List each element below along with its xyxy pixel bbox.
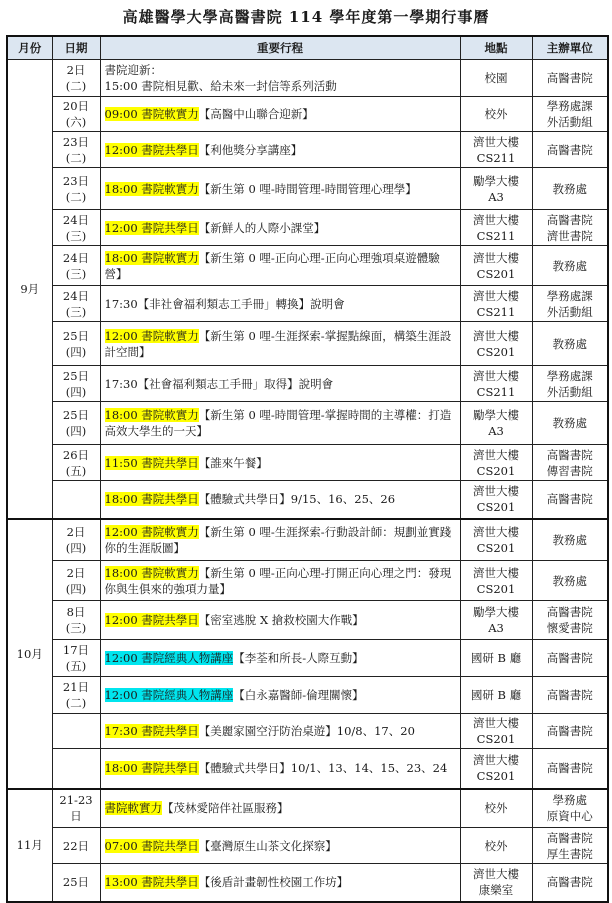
date-cell bbox=[52, 749, 100, 789]
date-day: 24日 bbox=[62, 250, 90, 265]
location-cell: 濟世大樓 CS201 bbox=[460, 445, 532, 481]
event-text bbox=[105, 565, 456, 597]
location-cell: 濟世大樓 CS201 bbox=[460, 322, 532, 366]
event-category-tag: 09:00 書院軟實力 bbox=[104, 107, 199, 121]
event-description: 【密室逃脫 X 搶救校園大作戰】 bbox=[198, 613, 364, 627]
location-cell: 濟世大樓 CS201 bbox=[460, 246, 532, 286]
table-row bbox=[7, 246, 608, 286]
date-cell bbox=[52, 640, 100, 677]
date-day: 24日 bbox=[62, 212, 90, 227]
date-cell bbox=[52, 828, 100, 864]
event-text bbox=[105, 524, 456, 556]
event-description: 【李荃和所長-人際互動】 bbox=[233, 651, 364, 665]
date-cell bbox=[52, 519, 100, 561]
event-description: 【美麗家園空汙防治桌遊】10/8、17、20 bbox=[198, 724, 415, 738]
organizer-cell: 教務處 bbox=[532, 246, 608, 286]
date-weekday: (五) bbox=[65, 659, 87, 673]
table-row bbox=[7, 445, 608, 481]
location-cell: 濟世大樓 CS201 bbox=[460, 481, 532, 519]
event-category-tag: 12:00 書院共學日 bbox=[104, 142, 199, 157]
organizer-cell: 教務處 bbox=[532, 168, 608, 210]
location-cell: 濟世大樓 CS201 bbox=[460, 519, 532, 561]
location-cell: 勵學大樓 A3 bbox=[460, 601, 532, 640]
event-text bbox=[105, 296, 456, 312]
event-description: 【誰來午餐】 bbox=[198, 455, 268, 470]
table-row bbox=[7, 322, 608, 366]
event-description: 【新生第 0 哩-正向心理-打開正向心理之門：發現你與生俱來的強項力量】 bbox=[104, 565, 452, 596]
event-text bbox=[105, 376, 456, 392]
organizer-cell: 高醫書院 傳習書院 bbox=[532, 445, 608, 481]
table-row bbox=[7, 132, 608, 168]
table-row bbox=[7, 749, 608, 789]
table-row bbox=[7, 286, 608, 322]
event-description: 【新生第 0 哩-正向心理-正向心理強項桌遊體驗營】 bbox=[104, 250, 440, 281]
date-day: 8日 bbox=[66, 605, 86, 619]
date-cell bbox=[52, 445, 100, 481]
organizer-cell: 學務處課 外活動組 bbox=[532, 97, 608, 132]
event-category-tag: 18:00 書院共學日 bbox=[104, 761, 199, 776]
date-weekday: (二) bbox=[65, 150, 87, 165]
event-description: 【體驗式共學日】9/15、16、25、26 bbox=[198, 492, 396, 507]
event-category-tag: 11:50 書院共學日 bbox=[104, 455, 199, 470]
location-cell: 濟世大樓 CS201 bbox=[460, 714, 532, 749]
event-cell bbox=[100, 210, 460, 246]
date-weekday: (二) bbox=[65, 696, 87, 710]
event-description: 17:30【非社會福利類志工手冊」轉換】說明會 bbox=[104, 296, 345, 311]
event-description: 【臺灣原生山茶文化探察】 bbox=[198, 838, 337, 853]
event-text bbox=[105, 800, 456, 816]
header-date: 日期 bbox=[52, 36, 100, 60]
date-weekday: (四) bbox=[65, 384, 87, 399]
event-description: 【體驗式共學日】10/1、13、14、15、23、24 bbox=[198, 761, 448, 776]
event-text bbox=[105, 106, 456, 122]
event-cell bbox=[100, 366, 460, 402]
event-description: 【高醫中山聯合迎新】 bbox=[198, 107, 314, 121]
calendar-body bbox=[7, 60, 608, 902]
date-day: 23日 bbox=[62, 173, 90, 188]
date-weekday: (三) bbox=[65, 266, 87, 281]
event-text bbox=[105, 78, 456, 94]
table-row bbox=[7, 714, 608, 749]
date-cell bbox=[52, 561, 100, 601]
location-cell: 勵學大樓 A3 bbox=[460, 402, 532, 445]
event-cell bbox=[100, 640, 460, 677]
event-cell bbox=[100, 132, 460, 168]
date-weekday: (四) bbox=[65, 344, 87, 359]
table-row bbox=[7, 601, 608, 640]
event-cell bbox=[100, 601, 460, 640]
event-text bbox=[105, 142, 456, 158]
event-cell bbox=[100, 749, 460, 789]
location-cell: 國研 B 廳 bbox=[460, 677, 532, 714]
page-title: 高雄醫學大學高醫書院 114 學年度第一學期行事曆 bbox=[122, 8, 490, 26]
date-weekday: (二) bbox=[65, 189, 87, 204]
month-cell: 9月 bbox=[7, 60, 52, 519]
date-cell bbox=[52, 864, 100, 902]
date-cell bbox=[52, 714, 100, 749]
date-day: 22日 bbox=[62, 838, 90, 853]
event-text bbox=[105, 723, 456, 739]
table-row bbox=[7, 210, 608, 246]
date-cell bbox=[52, 322, 100, 366]
event-category-tag: 12:00 書院經典人物講座 bbox=[104, 651, 234, 665]
event-description: 15:00 書院相見歡、給未來一封信等系列活動 bbox=[104, 79, 337, 93]
event-text bbox=[105, 220, 456, 236]
event-cell bbox=[100, 322, 460, 366]
table-row bbox=[7, 640, 608, 677]
date-day: 25日 bbox=[62, 408, 90, 422]
date-day: 26日 bbox=[62, 447, 90, 462]
location-cell: 濟世大樓 CS201 bbox=[460, 561, 532, 601]
table-header-row bbox=[7, 36, 608, 60]
date-cell bbox=[52, 677, 100, 714]
header-organizer: 主辦單位 bbox=[532, 36, 608, 60]
event-cell bbox=[100, 561, 460, 601]
event-category-tag: 18:00 書院軟實力 bbox=[104, 565, 199, 580]
organizer-cell: 學務處課 外活動組 bbox=[532, 366, 608, 402]
organizer-cell: 高醫書院 懷愛書院 bbox=[532, 601, 608, 640]
table-row bbox=[7, 402, 608, 445]
event-category-tag: 12:00 書院經典人物講座 bbox=[104, 688, 234, 702]
organizer-cell: 學務處 原資中心 bbox=[532, 789, 608, 828]
event-text bbox=[105, 612, 456, 628]
event-text bbox=[105, 407, 456, 439]
event-text bbox=[105, 687, 456, 703]
date-cell bbox=[52, 366, 100, 402]
location-cell: 國研 B 廳 bbox=[460, 640, 532, 677]
date-weekday: (三) bbox=[65, 228, 87, 243]
event-cell bbox=[100, 60, 460, 97]
event-category-tag: 18:00 書院軟實力 bbox=[104, 181, 199, 196]
event-description: 【新生第 0 哩-生涯探索-掌握點線面，構築生涯設計空間】 bbox=[104, 328, 452, 359]
organizer-cell: 高醫書院 bbox=[532, 714, 608, 749]
location-cell: 勵學大樓 A3 bbox=[460, 168, 532, 210]
date-cell bbox=[52, 132, 100, 168]
organizer-cell: 學務處課 外活動組 bbox=[532, 286, 608, 322]
event-cell bbox=[100, 246, 460, 286]
header-location: 地點 bbox=[460, 36, 532, 60]
date-weekday: (三) bbox=[65, 621, 87, 635]
date-day: 21日 bbox=[62, 680, 90, 694]
date-cell bbox=[52, 246, 100, 286]
date-cell bbox=[52, 97, 100, 132]
date-weekday: (三) bbox=[65, 304, 87, 319]
table-row bbox=[7, 97, 608, 132]
location-cell: 校外 bbox=[460, 828, 532, 864]
event-cell bbox=[100, 789, 460, 828]
event-category-tag: 12:00 書院軟實力 bbox=[104, 328, 199, 343]
organizer-cell: 教務處 bbox=[532, 322, 608, 366]
table-row bbox=[7, 561, 608, 601]
table-row bbox=[7, 828, 608, 864]
table-row bbox=[7, 677, 608, 714]
event-cell bbox=[100, 286, 460, 322]
event-category-tag: 17:30 書院共學日 bbox=[104, 724, 199, 738]
event-text bbox=[105, 328, 456, 360]
event-category-tag: 13:00 書院共學日 bbox=[104, 875, 199, 890]
event-cell bbox=[100, 97, 460, 132]
event-description: 17:30【社會福利類志工手冊」取得】說明會 bbox=[104, 376, 334, 391]
date-weekday: (二) bbox=[65, 79, 87, 93]
event-text bbox=[105, 181, 456, 197]
date-cell bbox=[52, 601, 100, 640]
event-category-tag: 12:00 書院軟實力 bbox=[104, 524, 199, 539]
date-day: 20日 bbox=[62, 99, 90, 113]
event-category-tag: 12:00 書院共學日 bbox=[104, 613, 199, 627]
event-text bbox=[105, 874, 456, 890]
organizer-cell: 高醫書院 濟世書院 bbox=[532, 210, 608, 246]
event-text bbox=[105, 250, 456, 282]
event-cell bbox=[100, 828, 460, 864]
event-description: 【新生第 0 哩-時間管理-時間管理心理學】 bbox=[198, 181, 417, 196]
date-cell bbox=[52, 60, 100, 97]
location-cell: 濟世大樓 CS211 bbox=[460, 210, 532, 246]
table-row bbox=[7, 168, 608, 210]
table-row bbox=[7, 366, 608, 402]
event-category-tag: 07:00 書院共學日 bbox=[104, 838, 199, 853]
location-cell: 濟世大樓 CS211 bbox=[460, 366, 532, 402]
date-weekday: 日 bbox=[70, 809, 82, 824]
calendar-table bbox=[6, 35, 609, 903]
date-weekday: (四) bbox=[65, 540, 87, 555]
date-day: 2日 bbox=[66, 524, 86, 539]
event-text bbox=[105, 650, 456, 666]
date-day: 25日 bbox=[62, 368, 90, 383]
event-description: 【新生第 0 哩-時間管理-掌握時間的主導權：打造高效大學生的一天】 bbox=[104, 408, 452, 438]
header-event: 重要行程 bbox=[100, 36, 460, 60]
event-text bbox=[105, 491, 456, 507]
date-cell bbox=[52, 402, 100, 445]
date-cell bbox=[52, 210, 100, 246]
date-weekday: (四) bbox=[65, 424, 87, 438]
table-row bbox=[7, 60, 608, 97]
organizer-cell: 高醫書院 bbox=[532, 640, 608, 677]
month-cell: 11月 bbox=[7, 789, 52, 902]
event-category-tag: 18:00 書院共學日 bbox=[104, 492, 199, 507]
date-day: 2日 bbox=[66, 63, 86, 77]
event-cell bbox=[100, 714, 460, 749]
event-text bbox=[105, 760, 456, 776]
date-cell bbox=[52, 286, 100, 322]
event-cell bbox=[100, 864, 460, 902]
location-cell: 濟世大樓 CS211 bbox=[460, 286, 532, 322]
date-weekday: (五) bbox=[65, 463, 87, 478]
location-cell: 校園 bbox=[460, 60, 532, 97]
organizer-cell: 高醫書院 bbox=[532, 481, 608, 519]
header-month: 月份 bbox=[7, 36, 52, 60]
table-row bbox=[7, 481, 608, 519]
event-cell bbox=[100, 445, 460, 481]
event-description: 【白永嘉醫師-倫理關懷】 bbox=[233, 688, 364, 702]
event-category-tag: 書院軟實力 bbox=[104, 801, 162, 816]
organizer-cell: 高醫書院 厚生書院 bbox=[532, 828, 608, 864]
location-cell: 濟世大樓 CS201 bbox=[460, 749, 532, 789]
location-cell: 校外 bbox=[460, 97, 532, 132]
month-cell: 10月 bbox=[7, 519, 52, 789]
event-category-tag: 12:00 書院共學日 bbox=[104, 220, 199, 235]
event-description: 【後盾計畫韌性校園工作坊】 bbox=[198, 875, 349, 890]
date-weekday: (四) bbox=[65, 581, 87, 596]
organizer-cell: 教務處 bbox=[532, 561, 608, 601]
organizer-cell: 高醫書院 bbox=[532, 60, 608, 97]
event-description: 【利他獎分享講座】 bbox=[198, 142, 303, 157]
table-row bbox=[7, 864, 608, 902]
organizer-cell: 高醫書院 bbox=[532, 677, 608, 714]
event-cell bbox=[100, 677, 460, 714]
date-day: 21-23 bbox=[59, 793, 93, 808]
table-row bbox=[7, 519, 608, 561]
date-day: 25日 bbox=[62, 875, 90, 890]
table-row bbox=[7, 789, 608, 828]
location-cell: 濟世大樓 CS211 bbox=[460, 132, 532, 168]
date-day: 25日 bbox=[62, 328, 90, 343]
event-cell bbox=[100, 168, 460, 210]
location-cell: 校外 bbox=[460, 789, 532, 828]
date-day: 17日 bbox=[62, 643, 90, 657]
organizer-cell: 高醫書院 bbox=[532, 749, 608, 789]
date-day: 23日 bbox=[62, 134, 90, 149]
date-cell bbox=[52, 168, 100, 210]
event-description: 【茂林愛陪伴社區服務】 bbox=[162, 801, 289, 816]
organizer-cell: 教務處 bbox=[532, 402, 608, 445]
location-cell: 濟世大樓 康樂室 bbox=[460, 864, 532, 902]
event-heading: 書院迎新： bbox=[104, 63, 162, 77]
date-cell bbox=[52, 789, 100, 828]
event-cell bbox=[100, 481, 460, 519]
event-description: 【新鮮人的人際小課堂】 bbox=[198, 220, 326, 235]
event-text bbox=[105, 838, 456, 854]
organizer-cell: 教務處 bbox=[532, 519, 608, 561]
event-text bbox=[105, 455, 456, 471]
event-category-tag: 18:00 書院軟實力 bbox=[104, 408, 199, 422]
event-cell bbox=[100, 519, 460, 561]
date-day: 24日 bbox=[62, 288, 90, 303]
date-cell bbox=[52, 481, 100, 519]
event-description: 【新生第 0 哩-生涯探索-行動設計師：規劃並實踐你的生涯版圖】 bbox=[104, 524, 452, 555]
organizer-cell: 高醫書院 bbox=[532, 864, 608, 902]
event-cell bbox=[100, 402, 460, 445]
event-category-tag: 18:00 書院軟實力 bbox=[104, 250, 199, 265]
organizer-cell: 高醫書院 bbox=[532, 132, 608, 168]
date-day: 2日 bbox=[66, 565, 86, 580]
date-weekday: (六) bbox=[65, 115, 87, 129]
